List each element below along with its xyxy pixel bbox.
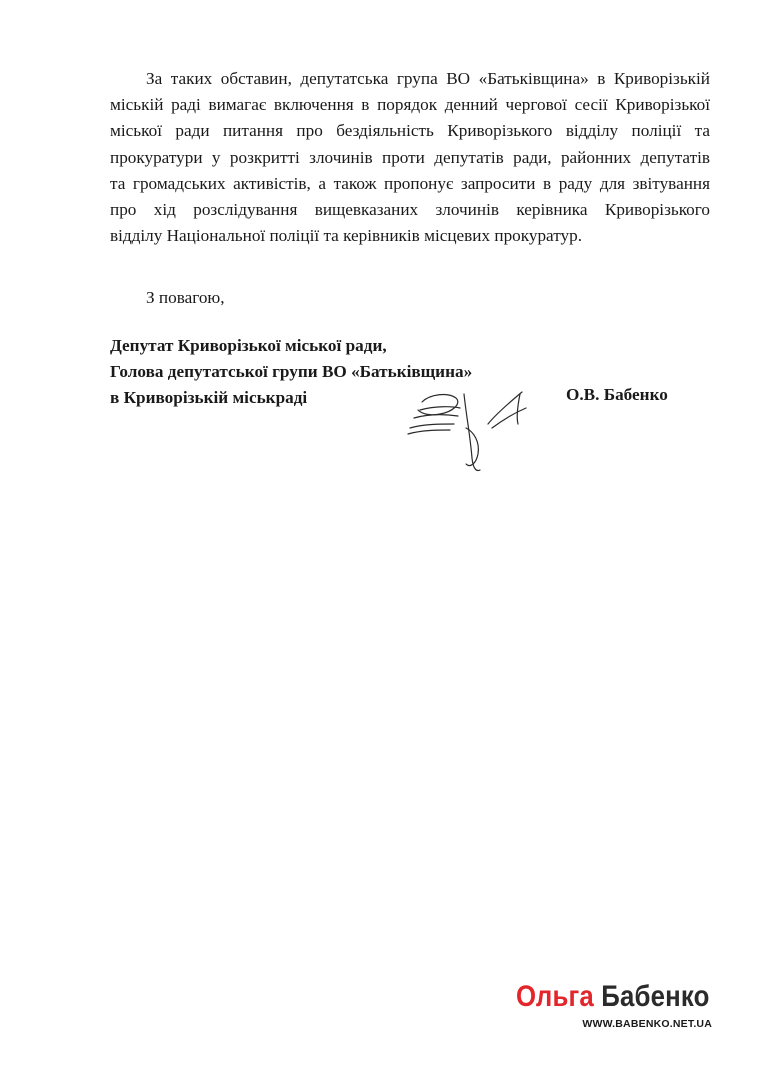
logo-name xyxy=(516,980,710,1014)
logo-first-name: Ольга xyxy=(516,980,594,1013)
letter-body xyxy=(110,66,710,249)
body-line: про хід розслідування вищевказаних злочинів керівника Криворізького xyxy=(110,200,710,220)
body-line: міській раді вимагає включення в порядок денний чергової сесії Криворізької xyxy=(110,95,710,115)
signer-name: О.В. Бабенко xyxy=(566,385,668,404)
body-line: За таких обставин, депутатська група ВО «Батьківщина» в Криворізькій xyxy=(146,69,710,88)
signer-title-line: Депутат Криворізької міської ради, xyxy=(110,336,387,355)
handwritten-signature xyxy=(400,384,540,476)
logo-last-name: Бабенко xyxy=(601,980,710,1013)
babenko-logo xyxy=(516,980,716,1032)
closing-greeting: З повагою, xyxy=(146,288,225,307)
signer-title-line: Голова депутатської групи ВО «Батьківщина» xyxy=(110,362,473,381)
body-line: та громадських активістів, а також пропонує запросити в раду для звітування xyxy=(110,173,710,193)
body-line: міської ради питання про бездіяльність Криворізького відділу поліції та xyxy=(110,121,710,141)
signer-title-line: в Криворізькій міськраді xyxy=(110,388,308,407)
body-line: прокуратури у розкритті злочинів проти депутатів ради, районних депутатів xyxy=(110,147,710,167)
logo-url: WWW.BABENKO.NET.UA xyxy=(582,1018,712,1030)
body-line: відділу Національної поліції та керівників місцевих прокуратур. xyxy=(110,226,583,246)
